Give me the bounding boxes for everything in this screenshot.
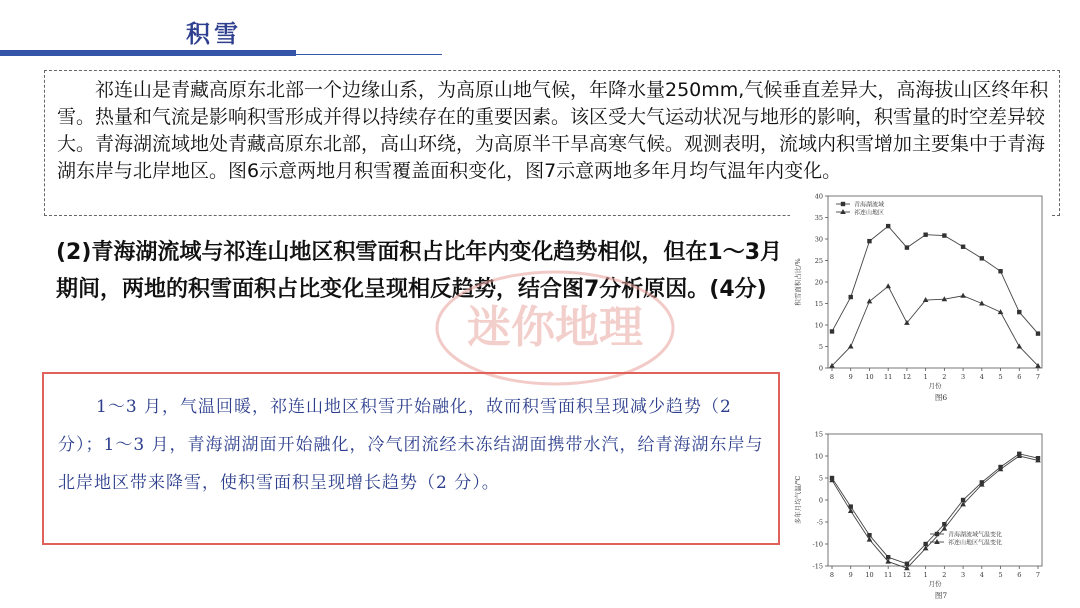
legend-label: 祁连山地区气温变化 xyxy=(948,539,1003,547)
legend-marker xyxy=(841,202,845,206)
y-tick-label: 5 xyxy=(818,474,823,483)
y-tick-label: 10 xyxy=(814,452,823,461)
series-line-2 xyxy=(832,286,1038,366)
y-tick-label: -15 xyxy=(812,562,823,571)
y-tick-label: 0 xyxy=(818,496,823,505)
figure-caption: 图7 xyxy=(934,591,948,600)
data-point xyxy=(960,293,966,298)
y-tick-label: 15 xyxy=(814,430,823,439)
data-point xyxy=(849,295,853,299)
y-tick-label: 0 xyxy=(818,364,823,373)
answer-paragraph: 1～3 月，气温回暖，祁连山地区积雪开始融化，故而积雪面积呈现减少趋势（2 分）；1～3 月，青海湖湖面开始融化，冷气团流经未冻结湖面携带水汽，给青海湖东岸与北岸地区带来降雪，使积雪面积呈现增长趋势（2 分）。 xyxy=(58,397,764,493)
data-point xyxy=(980,256,984,260)
y-tick-label: 5 xyxy=(818,343,823,351)
data-point xyxy=(942,233,946,237)
x-tick-label: 7 xyxy=(1035,571,1041,579)
x-axis-label: 月份 xyxy=(928,382,942,390)
x-tick-label: 6 xyxy=(1017,373,1022,381)
data-point xyxy=(848,344,854,349)
data-point xyxy=(923,233,927,237)
intro-paragraph: 祁连山是青藏高原东北部一个边缘山系，为高原山地气候，年降水量250mm,气候垂直差异大，高海拔山区终年积雪。热量和气流是影响积雪形成并得以持续存在的重要因素。该区受大气运动状况与地形的影响，积雪量的时空差异较大。青海湖流域地处青藏高原东北部，高山环绕，为高原半干旱高寒气候。观测表明，流域内积雪增加主要集中于青海湖东岸与北岸地区。图6示意两地月积雪覆盖面积变化，图7示意两地多年月均气温年内变化。 xyxy=(57,79,1049,182)
x-tick-label: 12 xyxy=(902,571,912,579)
data-point xyxy=(867,239,871,243)
title-area xyxy=(0,0,440,60)
data-point xyxy=(830,329,834,333)
y-axis-label: 积雪面积占比/% xyxy=(794,258,802,306)
watermark-text: 迷你地理 xyxy=(467,302,643,353)
y-tick-label: -5 xyxy=(816,518,823,527)
y-tick-label: 40 xyxy=(814,192,823,201)
x-tick-label: 4 xyxy=(979,373,984,381)
title-underline-thin xyxy=(296,54,442,55)
x-tick-label: 12 xyxy=(902,373,912,381)
y-tick-label: 10 xyxy=(814,321,823,330)
y-tick-label: 30 xyxy=(814,235,823,244)
x-tick-label: 4 xyxy=(979,571,984,579)
y-tick-label: 15 xyxy=(814,300,823,308)
plot-frame xyxy=(828,196,1042,368)
data-point xyxy=(885,283,891,288)
y-tick-label: 35 xyxy=(814,214,823,222)
data-point xyxy=(1016,344,1022,349)
x-tick-label: 2 xyxy=(942,571,947,579)
plot-frame xyxy=(828,434,1042,566)
x-tick-label: 3 xyxy=(961,373,966,381)
figure-caption: 图6 xyxy=(934,393,948,402)
answer-box xyxy=(42,372,780,545)
series-line-2 xyxy=(832,456,1038,568)
x-tick-label: 5 xyxy=(998,571,1003,579)
legend-label: 青海湖流域气温变化 xyxy=(948,531,1003,539)
x-tick-label: 9 xyxy=(848,571,853,579)
x-tick-label: 7 xyxy=(1035,373,1041,381)
x-tick-label: 1 xyxy=(923,373,928,381)
y-tick-label: 25 xyxy=(814,257,823,265)
x-tick-label: 10 xyxy=(865,571,874,579)
series-line-1 xyxy=(832,454,1038,564)
data-point xyxy=(998,269,1002,273)
legend-marker xyxy=(934,539,940,544)
x-tick-label: 3 xyxy=(961,571,966,579)
legend-marker xyxy=(840,209,846,214)
x-tick-label: 8 xyxy=(829,571,835,579)
x-tick-label: 1 xyxy=(923,571,928,579)
x-tick-label: 10 xyxy=(865,373,874,381)
x-tick-label: 8 xyxy=(829,373,835,381)
title-underline-thick xyxy=(0,50,296,56)
data-point xyxy=(905,245,909,249)
x-tick-label: 5 xyxy=(998,373,1003,381)
legend-marker xyxy=(935,532,939,536)
temperature-chart xyxy=(790,428,1052,608)
x-tick-label: 2 xyxy=(942,373,947,381)
x-tick-label: 11 xyxy=(884,571,893,579)
page-title: 积雪 xyxy=(186,19,242,48)
data-point xyxy=(886,224,890,228)
y-tick-label: -10 xyxy=(812,540,823,549)
x-axis-label: 月份 xyxy=(928,580,942,588)
x-tick-label: 11 xyxy=(884,373,893,381)
x-tick-label: 6 xyxy=(1017,571,1022,579)
data-point xyxy=(867,298,873,303)
y-tick-label: 20 xyxy=(814,278,823,287)
legend-label: 祁连山地区 xyxy=(854,209,885,217)
data-point xyxy=(1036,331,1040,335)
question-text: (2)青海湖流域与祁连山地区积雪面积占比年内变化趋势相似，但在1～3月期间，两地的积雪面积占比变化呈现相反趋势，结合图7分析原因。(4分) xyxy=(56,240,783,302)
snow-cover-chart xyxy=(790,190,1052,412)
y-axis-label: 多年月均气温/℃ xyxy=(794,475,802,525)
x-tick-label: 9 xyxy=(848,373,853,381)
data-point xyxy=(1017,310,1021,314)
data-point xyxy=(961,245,965,249)
legend-label: 青海湖流域 xyxy=(854,201,885,209)
